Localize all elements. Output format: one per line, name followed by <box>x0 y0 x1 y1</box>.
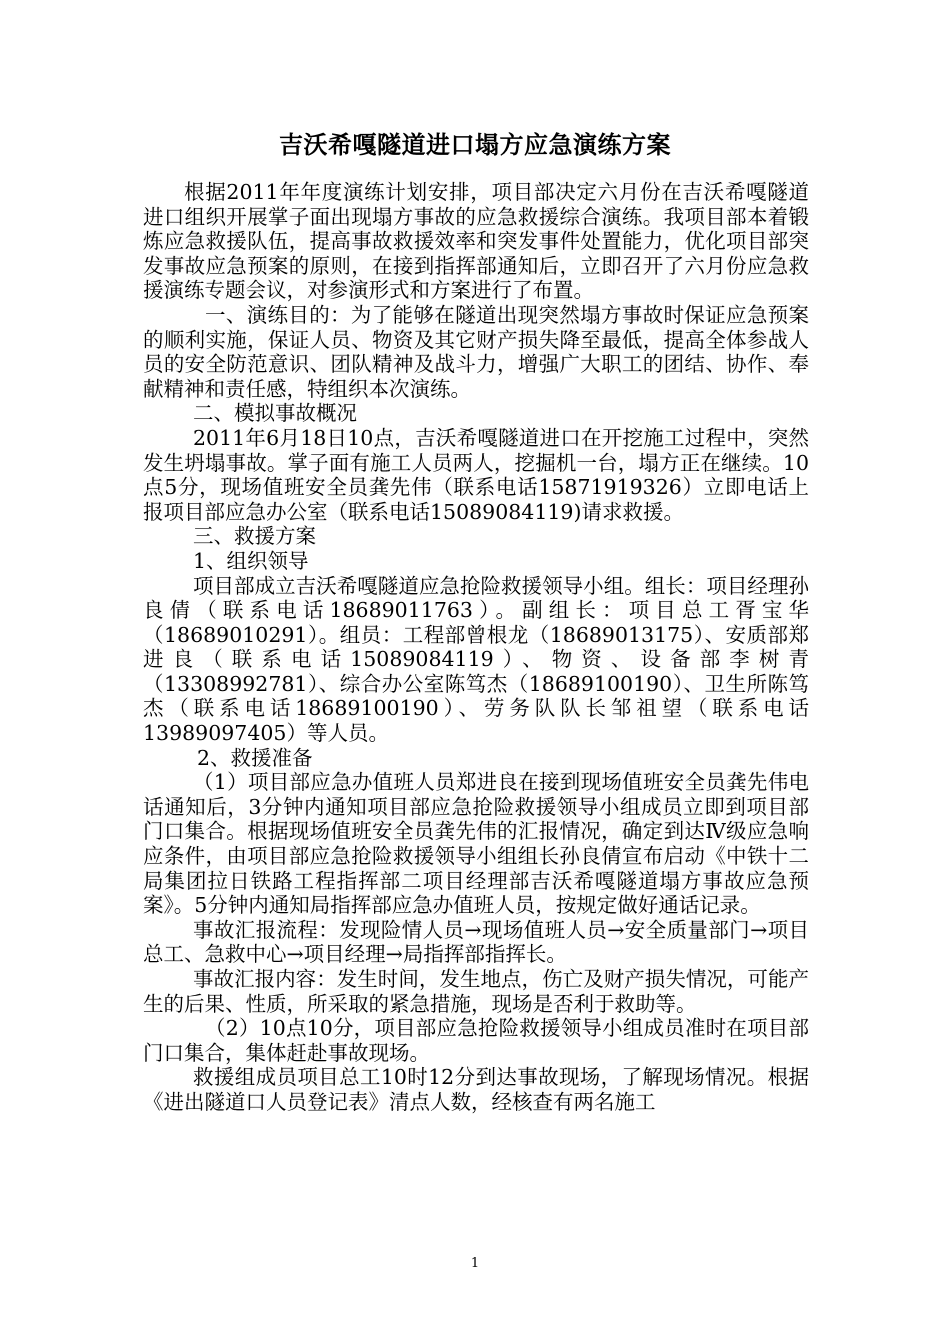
paragraph-preparation-1: （1）项目部应急办值班人员郑进良在接到现场值班安全员龚先伟电话通知后，3分钟内通知项目部应急抢险救援领导小组成员立即到项目部门口集合。根据现场值班安全员龚先伟的汇报情况，确定到达Ⅳ级应急响应条件，由项目部应急抢险救援领导小组组长孙良倩宣布启动《中铁十二局集团拉日铁路工程指挥部二项目经理部吉沃希嘎隧道塌方事故应急预案》。5分钟内通知局指挥部应急办值班人员，按规定做好通话记录。 <box>143 770 809 918</box>
document-title: 吉沃希嘎隧道进口塌方应急演练方案 <box>279 130 671 159</box>
paragraph-accident-overview: 2011年6月18日10点，吉沃希嘎隧道进口在开挖施工过程中，突然发生坍塌事故。掌子面有施工人员两人，挖掘机一台，塌方正在继续。10点5分，现场值班安全员龚先伟（联系电话15871919326）立即电话上报项目部应急办公室（联系电话15089084119)请求救援。 <box>143 425 809 524</box>
heading-organization: 1、组织领导 <box>193 548 309 573</box>
document-body <box>143 180 809 1115</box>
paragraph-preparation-2: （2）10点10分，项目部应急抢险救援领导小组成员准时在项目部门口集合，集体赶赴事故现场。 <box>143 1016 809 1065</box>
paragraph-report-content: 事故汇报内容：发生时间，发生地点，伤亡及财产损失情况，可能产生的后果、性质，所采取的紧急措施，现场是否利于救助等。 <box>143 967 809 1016</box>
paragraph-rescue-arrival: 救援组成员项目总工10时12分到达事故现场，了解现场情况。根据《进出隧道口人员登记表》清点人数，经核查有两名施工 <box>143 1065 809 1114</box>
paragraph-drill-purpose: 一、演练目的：为了能够在隧道出现突然塌方事故时保证应急预案的顺利实施，保证人员、物资及其它财产损失降至最低，提高全体参战人员的安全防范意识、团队精神及战斗力，增强广大职工的团结、协作、奉献精神和责任感，特组织本次演练。 <box>143 302 809 401</box>
heading-rescue-plan: 三、救援方案 <box>193 524 316 549</box>
page-number: 1 <box>470 1256 480 1271</box>
paragraph-intro: 根据2011年年度演练计划安排，项目部决定六月份在吉沃希嘎隧道进口组织开展掌子面出现塌方事故的应急救援综合演练。我项目部本着锻炼应急救援队伍，提高事故救援效率和突发事件处置能力，优化项目部突发事故应急预案的原则，在接到指挥部通知后，立即召开了六月份应急救援演练专题会议，对参演形式和方案进行了布置。 <box>143 180 809 303</box>
heading-rescue-preparation: 2、救援准备 <box>197 745 313 770</box>
heading-accident-overview: 二、模拟事故概况 <box>193 401 357 426</box>
paragraph-organization: 项目部成立吉沃希嘎隧道应急抢险救援领导小组。组长：项目经理孙良倩（联系电话18689011763）。副组长：项目总工胥宝华（18689010291）。组员：工程部曾根龙（18689013175）、安质部郑进良（联系电话15089084119）、物资、设备部李树青（13308992781）、综合办公室陈笃杰（18689100190）、卫生所陈笃杰（联系电话18689100190）、劳务队队长邹祖望（联系电话13989097405）等人员。 <box>143 573 809 746</box>
paragraph-report-flow: 事故汇报流程：发现险情人员→现场值班人员→安全质量部门→项目总工、急救中心→项目经理→局指挥部指挥长。 <box>143 917 809 967</box>
